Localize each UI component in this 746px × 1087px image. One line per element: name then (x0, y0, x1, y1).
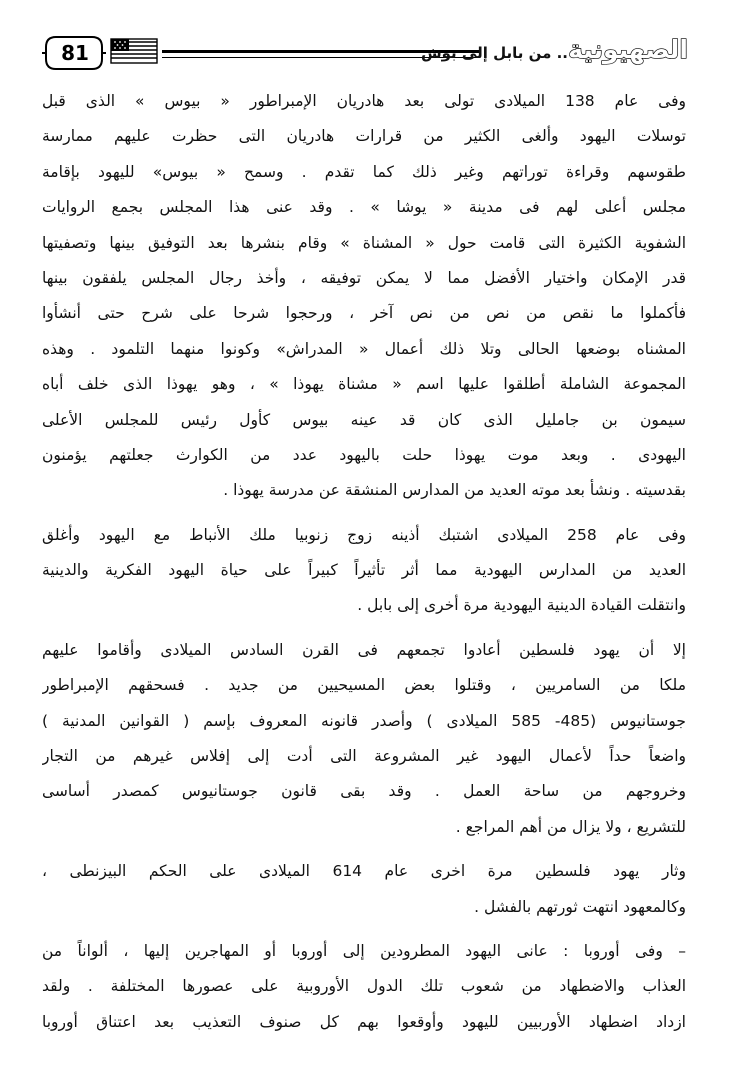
text-line: اليهودى . وبعد موت يهوذا حلت باليهود عدد من الكوارث جعلتهم يؤمنون (42, 445, 686, 464)
flag-icon (110, 38, 158, 64)
text-line: العذاب والاضطهاد من شعوب تلك الدول الأوروبية على عصورها المختلفة . ولقد (42, 977, 686, 996)
text-line: توسلات اليهود وألغى الكثير من قرارات هادريان التى حظرت عليهم ممارسة (42, 127, 686, 146)
header-title: الصهيونية (568, 35, 688, 64)
text-line: المشناه بوضعها الحالى وتلا ذلك أعمال « المدراش» وكونوا منهما التلمود . وهذه (42, 339, 686, 358)
text-line: طقوسهم وقراءة توراتهم وغير ذلك كما تقدم . وسمح « بيوس» لليهود بإقامة (42, 162, 686, 181)
paragraph-gap (42, 845, 686, 854)
page-number: 81 (61, 41, 89, 65)
text-line: بقدسيته . ونشأ بعد موته العديد من المدارس المنشقة عن مدرسة يهوذا . (223, 481, 686, 500)
running-header (40, 30, 690, 82)
text-line: ازداد اضطهاد الأوربيين لليهود وأوقعوا بهم كل صنوف التعذيب بعد اعتناق أوروبا (42, 1012, 686, 1031)
text-line: قدر الإمكان واختيار الأفضل مما لا يمكن توفيقه ، وأخذ رجال المجلس يلفقون بينها (42, 268, 686, 287)
text-line: وخروجهم من ساحة العمل . وقد بقى قانون جوستانيوس كمصدر أساسى (42, 782, 686, 801)
paragraph (42, 518, 686, 624)
text-line: وفى عام 258 الميلادى اشتبك أذينه زوج زنوبيا ملك الأنباط مع اليهود وأغلق (42, 525, 686, 544)
page-number-badge (42, 34, 106, 72)
text-line: إلا أن يهود فلسطين أعادوا تجمعهم فى القرن السادس الميلادى وأقاموا عليهم (42, 640, 686, 659)
paragraph (42, 633, 686, 845)
paragraph (42, 934, 686, 1040)
text-line: مجلس أعلى لهم فى مدينة « يوشا » . وقد عنى هذا المجلس بجمع الروايات (42, 198, 686, 217)
text-line: وانتقلت القيادة الدينية اليهودية مرة أخرى إلى بابل . (357, 596, 686, 615)
text-line: جوستانيوس (485- 585 الميلادى ) وأصدر قانونه المعروف بإسم ( القوانين المدنية ) (42, 711, 686, 730)
body-text (42, 84, 686, 1074)
text-line: فأكملوا ما نقص من نص من نص آخر ، ورحجوا شرحا على شرح حتى أنشأوا (42, 304, 686, 323)
paragraph-gap (42, 624, 686, 633)
text-line: ملكا من السامريين ، وقتلوا بعض المسيحيين من جديد . فسحقهم الإمبراطور (42, 676, 686, 695)
text-line: سيمون بن جامليل الذى كان قد عينه بيوس كأول رئيس للمجلس الأعلى (42, 410, 686, 429)
paragraph (42, 854, 686, 925)
text-line: وفى عام 138 الميلادى تولى بعد هادريان الإمبراطور « بيوس » الذى قبل (42, 92, 686, 110)
text-line: وكالمعهود انتهت ثورتهم بالفشل . (474, 897, 686, 916)
paragraph-gap (42, 509, 686, 518)
text-line: الشفوية الكثيرة التى قامت حول « المشناة » وقام بنشرها بعد التوفيق بينها وتصفيتها (42, 233, 686, 252)
text-line: للتشريع ، ولا يزال من أهم المراجع . (455, 817, 686, 836)
text-line: واضعاً حداً لأعمال اليهود غير المشروعة التى أدت إلى إفلاس غيرهم من التجار (42, 747, 686, 766)
text-line: المجموعة الشاملة أطلقوا عليها اسم « مشناة يهوذا » ، وهو يهوذا الذى خلف أباه (42, 375, 686, 394)
header-subtitle: .. من بابل إلى بوش (420, 44, 568, 62)
paragraph-gap (42, 925, 686, 934)
paragraph (42, 84, 686, 509)
text-line: العديد من المدارس اليهودية مما أثر تأثيراً كبيراً على حياة اليهود الفكرية والدينية (42, 561, 686, 580)
text-line: وثار يهود فلسطين مرة اخرى عام 614 الميلادى على الحكم البيزنطى ، (42, 862, 686, 881)
text-line: – وفى أوروبا : عانى اليهود المطرودين إلى أوروبا أو المهاجرين إليها ، ألواناً من (42, 941, 686, 960)
